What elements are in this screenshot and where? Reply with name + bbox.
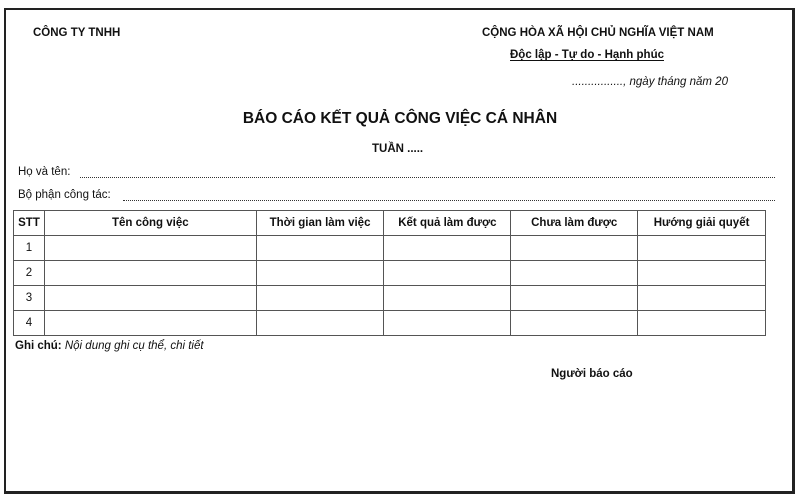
row-number: 3 [14,286,45,311]
header-stt: STT [14,211,45,236]
not-done-cell[interactable] [511,261,638,286]
results-cell[interactable] [384,236,511,261]
working-time-cell[interactable] [256,236,384,261]
work-report-table [13,210,766,336]
week-line: TUẦN ..... [372,143,424,155]
results-cell[interactable] [384,286,511,311]
note-line [15,340,204,352]
header-results: Kết quả làm được [384,211,511,236]
table-row [14,286,766,311]
task-name-cell[interactable] [44,286,256,311]
solution-cell[interactable] [638,311,766,336]
table-row [14,236,766,261]
working-time-cell[interactable] [256,261,384,286]
note-text: Nội dung ghi cụ thể, chi tiết [64,340,204,352]
not-done-cell[interactable] [511,236,638,261]
department-field-dots[interactable] [123,199,775,201]
reporter-signature-label: Người báo cáo [551,368,633,380]
solution-cell[interactable] [638,261,766,286]
results-cell[interactable] [384,261,511,286]
header-solution: Hướng giải quyết [638,211,766,236]
task-name-cell[interactable] [44,311,256,336]
solution-cell[interactable] [638,236,766,261]
row-number: 1 [14,236,45,261]
row-number: 4 [14,311,45,336]
header-not-done: Chưa làm được [511,211,638,236]
task-name-cell[interactable] [44,236,256,261]
document-title: BÁO CÁO KẾT QUẢ CÔNG VIỆC CÁ NHÂN [242,110,558,127]
date-line: ................, ngày tháng năm 20 [572,76,728,88]
solution-cell[interactable] [638,286,766,311]
header-working-time: Thời gian làm việc [256,211,384,236]
table-row [14,311,766,336]
national-title: CỘNG HÒA XÃ HỘI CHỦ NGHĨA VIỆT NAM [482,27,714,39]
header-task-name: Tên công việc [44,211,256,236]
national-motto: Độc lập - Tự do - Hạnh phúc [510,49,664,61]
task-name-cell[interactable] [44,261,256,286]
department-label: Bộ phận công tác: [18,189,111,201]
table-header-row [14,211,766,236]
table-row [14,261,766,286]
working-time-cell[interactable] [256,286,384,311]
note-label: Ghi chú: [15,340,62,352]
results-cell[interactable] [384,311,511,336]
name-field-dots[interactable] [80,176,775,178]
working-time-cell[interactable] [256,311,384,336]
name-label: Họ và tên: [18,166,71,178]
not-done-cell[interactable] [511,311,638,336]
row-number: 2 [14,261,45,286]
not-done-cell[interactable] [511,286,638,311]
company-name: CÔNG TY TNHH [33,27,121,39]
